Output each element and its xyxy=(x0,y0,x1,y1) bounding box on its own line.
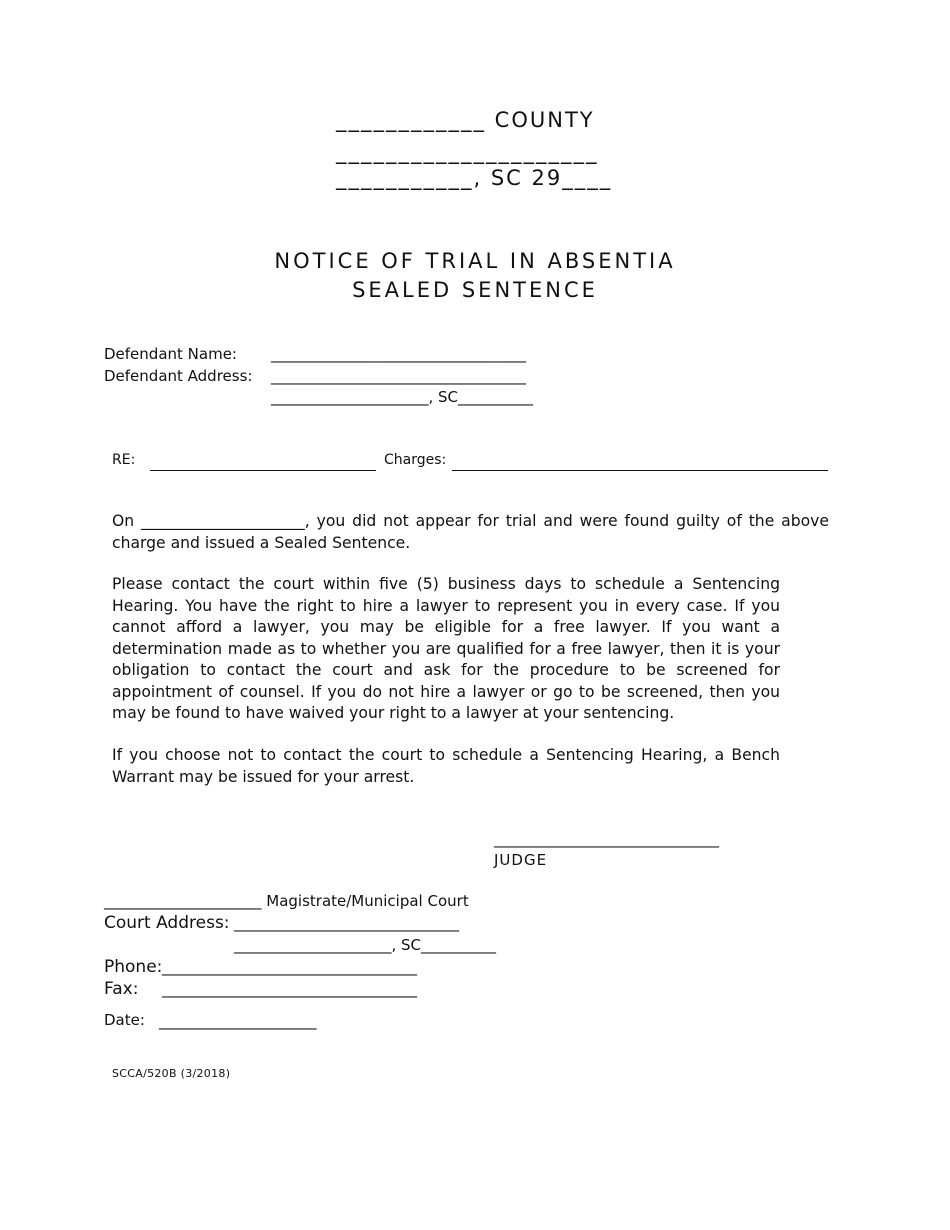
judge-signature-line[interactable]: ______________________________ xyxy=(494,830,719,848)
court-address-field[interactable]: ______________________________ xyxy=(234,914,459,932)
court-address-label: Court Address: xyxy=(104,913,230,933)
phone-field[interactable]: __________________________________ xyxy=(162,958,417,976)
re-field-line[interactable] xyxy=(150,470,376,471)
court-name-line[interactable]: _____________________ Magistrate/Municipal Court xyxy=(104,892,469,910)
defendant-address-field[interactable]: __________________________________ xyxy=(271,367,526,385)
charges-field-line[interactable] xyxy=(452,470,828,471)
page-title: NOTICE OF TRIAL IN ABSENTIA xyxy=(274,249,676,273)
phone-label: Phone: xyxy=(104,957,163,977)
defendant-city-field[interactable]: _____________________, SC__________ xyxy=(271,388,534,406)
paragraph-bench-warrant: If you choose not to contact the court to schedule a Sentencing Hearing, a Bench Warrant may be issued for your arrest. xyxy=(112,746,780,786)
county-line[interactable]: ____________ COUNTY xyxy=(336,108,595,132)
court-city-field[interactable]: _____________________, SC__________ xyxy=(234,936,497,954)
date-label: Date: xyxy=(104,1011,145,1029)
charges-label: Charges: xyxy=(384,452,447,468)
header-blank-line[interactable]: _____________________ xyxy=(336,140,599,164)
re-label: RE: xyxy=(112,452,136,468)
city-zip-line[interactable]: ___________, SC 29____ xyxy=(336,166,613,190)
defendant-name-label: Defendant Name: xyxy=(104,345,237,363)
fax-label: Fax: xyxy=(104,979,139,999)
paragraph-on-date: On _____________________, you did not appear for trial and were found guilty of the above charge and issued a Sealed Sentence. xyxy=(112,512,829,552)
page-subtitle: SEALED SENTENCE xyxy=(352,278,598,302)
defendant-name-field[interactable]: __________________________________ xyxy=(271,345,526,363)
paragraph-contact-court: Please contact the court within five (5) business days to schedule a Sentencing Hearing. You have the right to hire a lawyer to represent you in every case. If you cannot afford a lawyer, you may be eligible for a free lawyer. If you want a determination made as to whether you are qualified for a free lawyer, then it is your obligation to contact the court and ask for the procedure to be screened for appointment of counsel. If you do not hire a lawyer or go to be screened, then you may be found to have waived your right to a lawyer at your sentencing. xyxy=(112,575,780,722)
date-field[interactable]: _____________________ xyxy=(159,1012,317,1030)
judge-label: JUDGE xyxy=(494,851,548,869)
defendant-address-label: Defendant Address: xyxy=(104,367,253,385)
form-id: SCCA/520B (3/2018) xyxy=(112,1067,231,1080)
fax-field[interactable]: __________________________________ xyxy=(162,980,417,998)
